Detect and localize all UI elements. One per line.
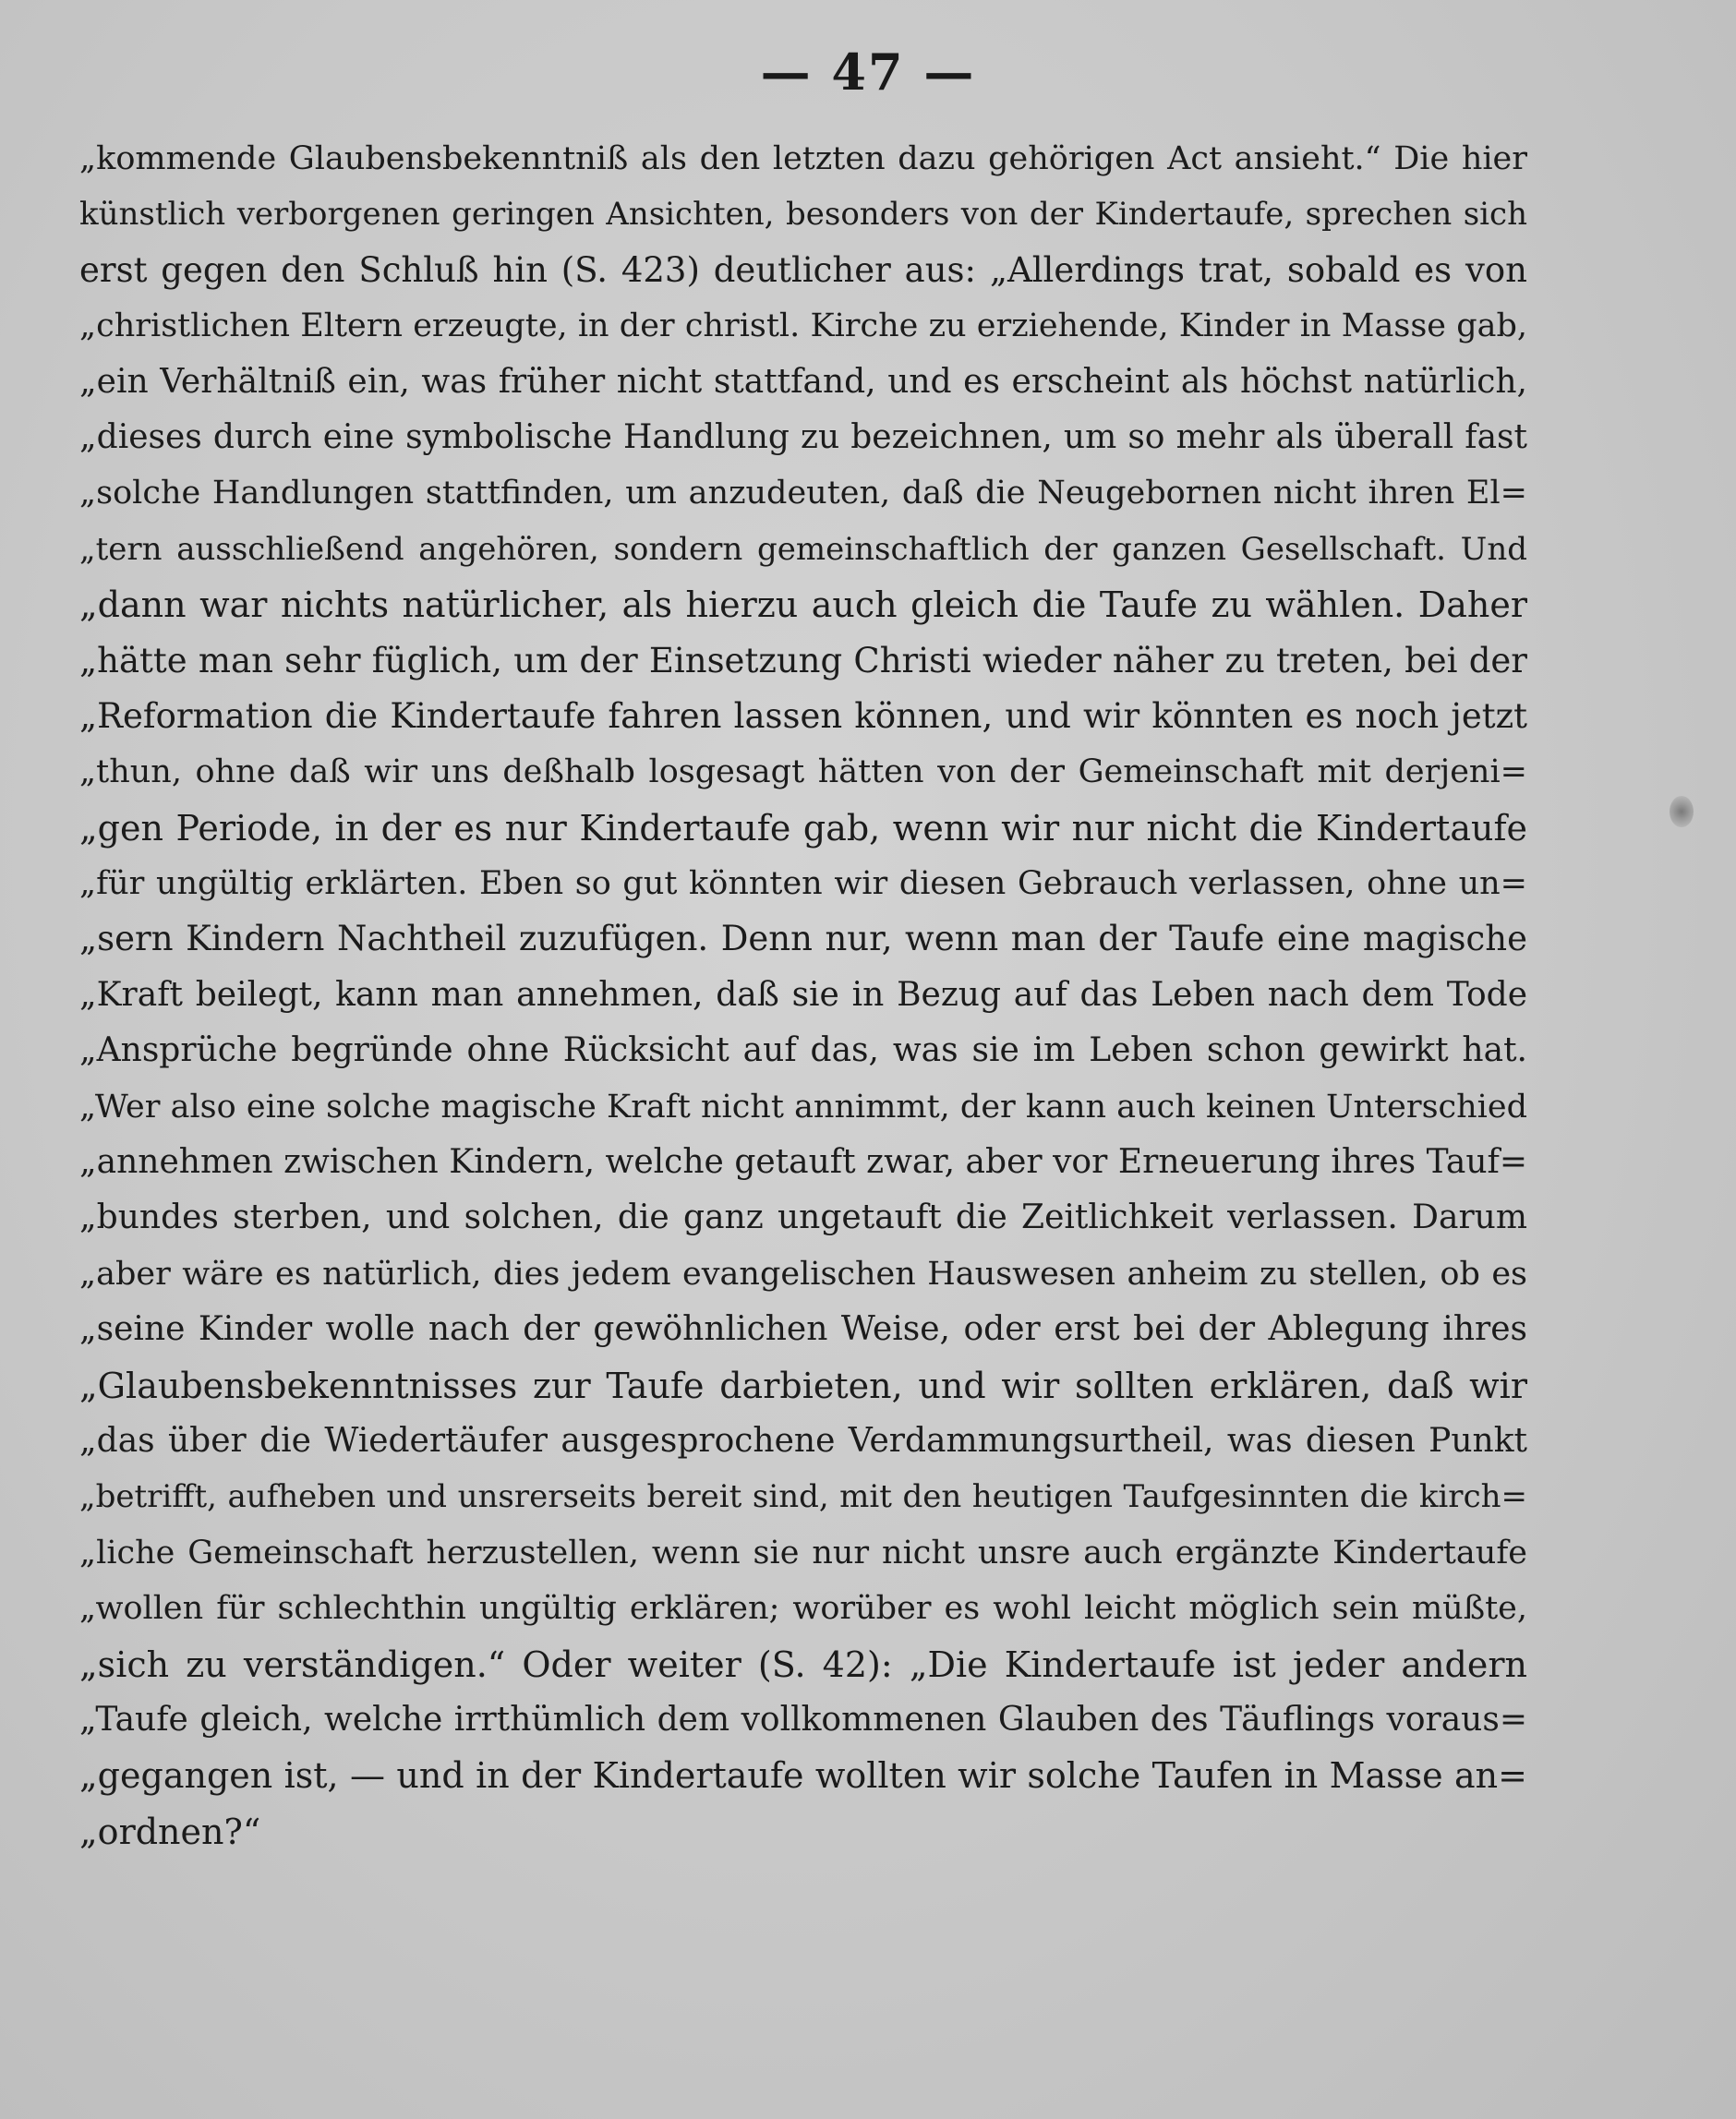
text-line: künstlich verborgenen geringen Ansichten, besonders von der Kindertaufe, sprechen sich — [79, 196, 1527, 234]
text-line: „wollen für schlechthin ungültig erklären; worüber es wohl leicht möglich sein müßte, — [79, 1590, 1527, 1628]
text-line: „dieses durch eine symbolische Handlung zu bezeichnen, um so mehr als überall fast — [79, 417, 1527, 456]
text-line: „gen Periode, in der es nur Kindertaufe gab, wenn wir nur nicht die Kindertaufe — [79, 807, 1527, 849]
page-number: — 47 — — [760, 42, 976, 102]
text-line: „Taufe gleich, welche irrthümlich dem vollkommenen Glauben des Täuflings voraus= — [79, 1700, 1527, 1739]
text-line: „Ansprüche begründe ohne Rücksicht auf das, was sie im Leben schon gewirkt hat. — [79, 1031, 1527, 1070]
text-line: „solche Handlungen stattfinden, um anzudeuten, daß die Neugebornen nicht ihren El= — [79, 475, 1527, 512]
text-line: „bundes sterben, und solchen, die ganz ungetauft die Zeitlichkeit verlassen. Darum — [79, 1198, 1527, 1237]
body-text — [79, 131, 1527, 1860]
text-line: „annehmen zwischen Kindern, welche getauft zwar, aber vor Erneuerung ihres Tauf= — [79, 1143, 1527, 1182]
text-line: „ordnen?“ — [79, 1811, 261, 1852]
text-line: „sern Kindern Nachtheil zuzufügen. Denn nur, wenn man der Taufe eine magische — [79, 919, 1527, 959]
text-line: „Wer also eine solche magische Kraft nicht annimmt, der kann auch keinen Unterschied — [79, 1088, 1527, 1126]
text-line: „dann war nichts natürlicher, als hierzu auch gleich die Taufe zu wählen. Daher — [79, 584, 1527, 626]
text-line: „liche Gemeinschaft herzustellen, wenn sie nur nicht unsre auch ergänzte Kindertaufe — [79, 1534, 1527, 1571]
text-line: „sich zu verständigen.“ Oder weiter (S. 42): „Die Kindertaufe ist jeder andern — [79, 1643, 1527, 1685]
text-line: „thun, ohne daß wir uns deßhalb losgesagt hätten von der Gemeinschaft mit derjeni= — [79, 753, 1527, 791]
text-line: „aber wäre es natürlich, dies jedem evangelischen Hauswesen anheim zu stellen, ob es — [79, 1255, 1527, 1293]
ink-smudge — [1670, 796, 1694, 827]
text-line: „kommende Glaubensbekenntniß als den letzten dazu gehörigen Act ansieht.“ Die hier — [79, 140, 1527, 177]
text-line: „ein Verhältniß ein, was früher nicht stattfand, und es erscheint als höchst natürlich, — [79, 362, 1527, 401]
text-line: „Glaubensbekenntnisses zur Taufe darbieten, und wir sollten erklären, daß wir — [79, 1365, 1527, 1406]
text-line: „gegangen ist, — und in der Kindertaufe wollten wir solche Taufen in Masse an= — [79, 1755, 1527, 1797]
text-line: „Reformation die Kindertaufe fahren lassen können, und wir könnten es noch jetzt — [79, 695, 1527, 736]
text-line: „christlichen Eltern erzeugte, in der christl. Kirche zu erziehende, Kinder in Masse gab, — [79, 307, 1527, 345]
text-line: „betrifft, aufheben und unsrerseits bereit sind, mit den heutigen Taufgesinnten die kirch= — [79, 1478, 1527, 1516]
text-line: „Kraft beilegt, kann man annehmen, daß sie in Bezug auf das Leben nach dem Tode — [79, 975, 1527, 1014]
text-line: „seine Kinder wolle nach der gewöhnlichen Weise, oder erst bei der Ablegung ihres — [79, 1310, 1527, 1349]
text-line: „tern ausschließend angehören, sondern gemeinschaftlich der ganzen Gesellschaft. Und — [79, 530, 1527, 568]
text-line: „für ungültig erklärten. Eben so gut könnten wir diesen Gebrauch verlassen, ohne un= — [79, 865, 1527, 903]
text-line: erst gegen den Schluß hin (S. 423) deutlicher aus: „Allerdings trat, sobald es von — [79, 249, 1527, 290]
text-line: „das über die Wiedertäufer ausgesprochene Verdammungsurtheil, was diesen Punkt — [79, 1421, 1527, 1460]
text-line: „hätte man sehr füglich, um der Einsetzung Christi wieder näher zu treten, bei der — [79, 640, 1527, 680]
